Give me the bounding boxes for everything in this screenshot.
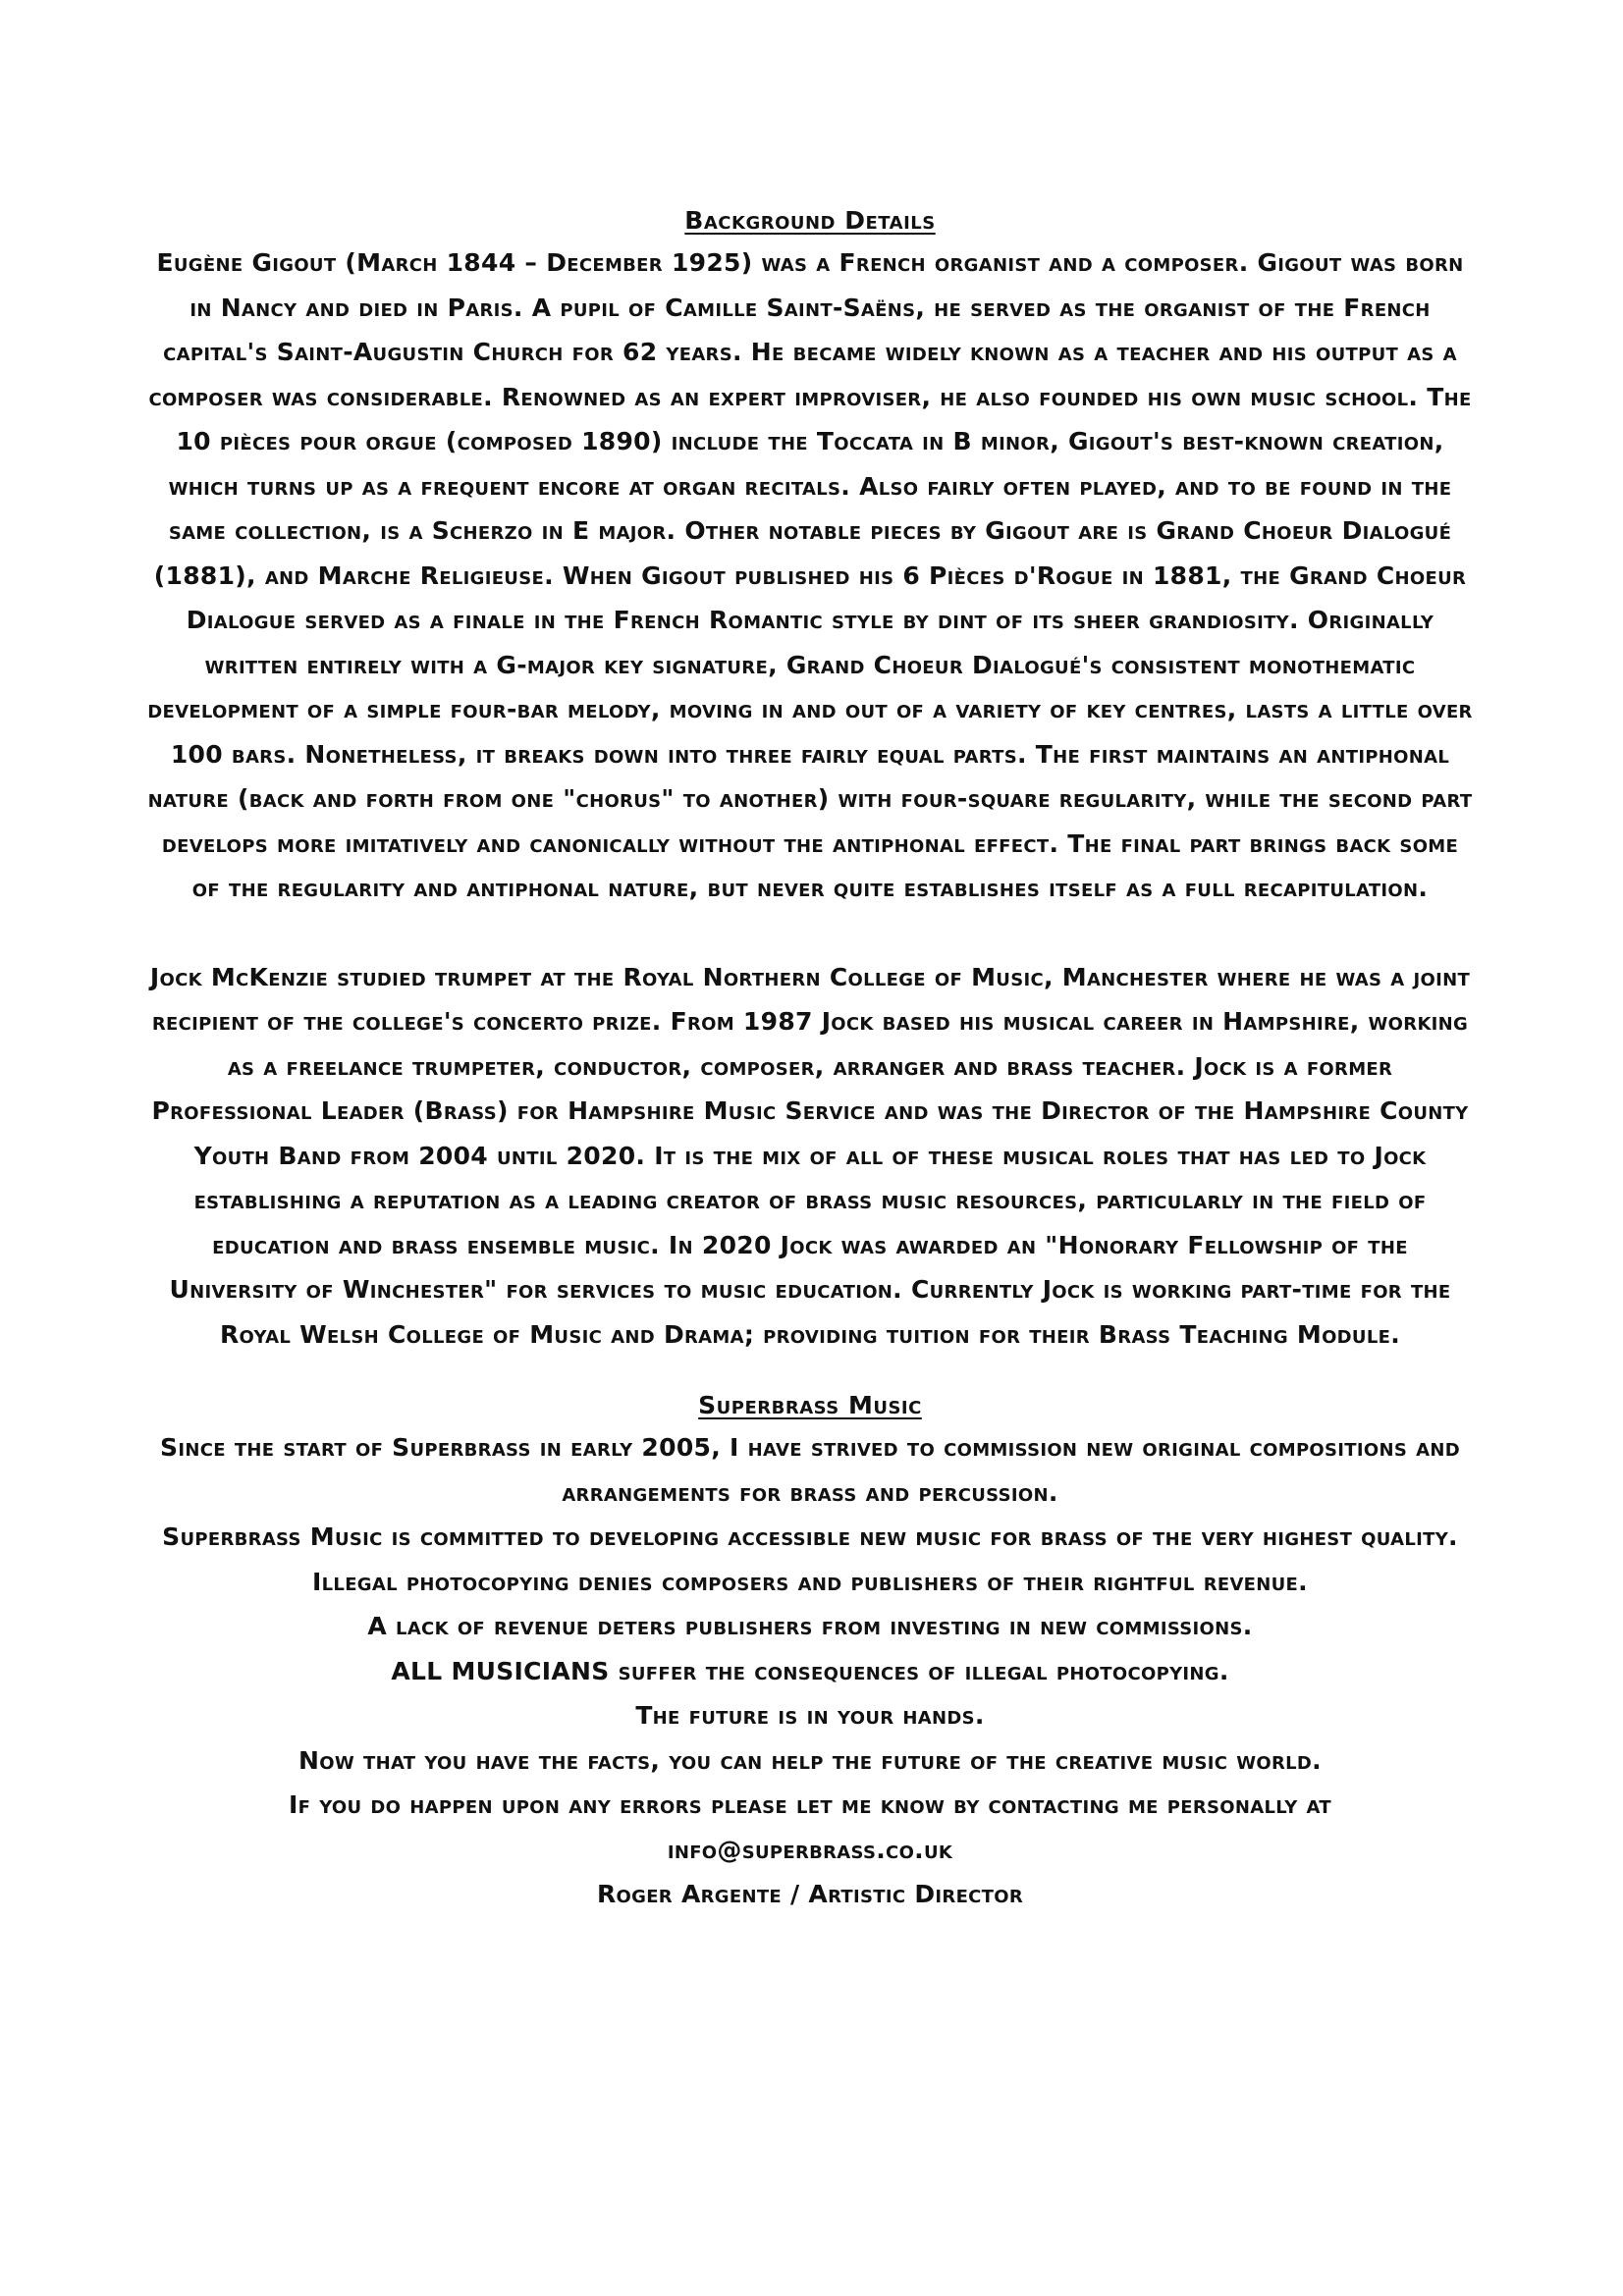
superbrass-line: ALL MUSICIANS suffer the consequences of illegal photocopying. <box>391 1656 1229 1685</box>
section-spacer <box>147 1357 1473 1386</box>
superbrass-line: A lack of revenue deters publishers from investing in new commissions. <box>367 1612 1253 1640</box>
superbrass-line: Illegal photocopying denies composers and publishers of their rightful revenue. <box>312 1567 1308 1596</box>
superbrass-statement <box>147 1425 1473 1917</box>
superbrass-heading: Superbrass Music <box>698 1391 922 1419</box>
superbrass-line: Now that you have the facts, you can help the future of the creative music world. <box>298 1745 1322 1775</box>
superbrass-line: Superbrass Music is committed to developing accessible new music for brass of the very highest quality. <box>162 1522 1458 1551</box>
superbrass-line: The future is in your hands. <box>635 1701 985 1730</box>
gigout-biography-paragraph: Eugène Gigout (March 1844 – December 1925) was a French organist and a composer. Gigout was born in Nancy and died in Paris. A pupil of Camille Saint-Saëns, he served as the organist of the French capital's Saint-Augustin Church for 62 years. He became widely known as a teacher and his output as a composer was considerable. Renowned as an expert improviser, he also founded his own music school. The 10 pièces pour orgue (composed 1890) include the Toccata in B minor, Gigout's best-known creation, which turns up as a frequent encore at organ recitals. Also fairly often played, and to be found in the same collection, is a Scherzo in E major. Other notable pieces by Gigout are is Grand Choeur Dialogué (1881), and Marche Religieuse. When Gigout published his 6 Pièces d'Rogue in 1881, the Grand Choeur Dialogue served as a finale in the French Romantic style by dint of its sheer grandiosity. Originally written entirely with a G-major key signature, Grand Choeur Dialogué's consistent monothematic development of a simple four-bar melody, moving in and out of a variety of key centres, lasts a little over 100 bars. Nonetheless, it breaks down into three fairly equal parts. The first maintains an antiphonal nature (back and forth from one "chorus" to another) with four-square regularity, while the second part develops more imitatively and canonically without the antiphonal effect. The final part brings back some of the regularity and antiphonal nature, but never quite establishes itself as a full recapitulation. <box>147 248 1473 902</box>
document-page <box>147 201 1473 1917</box>
contact-line: If you do happen upon any errors please let me know by contacting me personally at info@superbrass.co.uk <box>289 1790 1331 1864</box>
background-heading: Background Details <box>684 206 936 235</box>
superbrass-line: Since the start of Superbrass in early 2005, I have strived to commission new original compositions and arrangements for brass and percussion. <box>160 1433 1460 1507</box>
mckenzie-biography-paragraph: Jock McKenzie studied trumpet at the Royal Northern College of Music, Manchester where he was a joint recipient of the college's concerto prize. From 1987 Jock based his musical career in Hampshire, working as a freelance trumpeter, conductor, composer, arranger and brass teacher. Jock is a former Professional Leader (Brass) for Hampshire Music Service and was the Director of the Hampshire County Youth Band from 2004 until 2020. It is the mix of all of these musical roles that has led to Jock establishing a reputation as a leading creator of brass music resources, particularly in the field of education and brass ensemble music. In 2020 Jock was awarded an "Honorary Fellowship of the University of Winchester" for services to music education. Currently Jock is working part-time for the Royal Welsh College of Music and Drama; providing tuition for their Brass Teaching Module. <box>149 962 1471 1349</box>
paragraph-spacer <box>147 911 1473 955</box>
signature-line: Roger Argente / Artistic Director <box>596 1880 1024 1908</box>
